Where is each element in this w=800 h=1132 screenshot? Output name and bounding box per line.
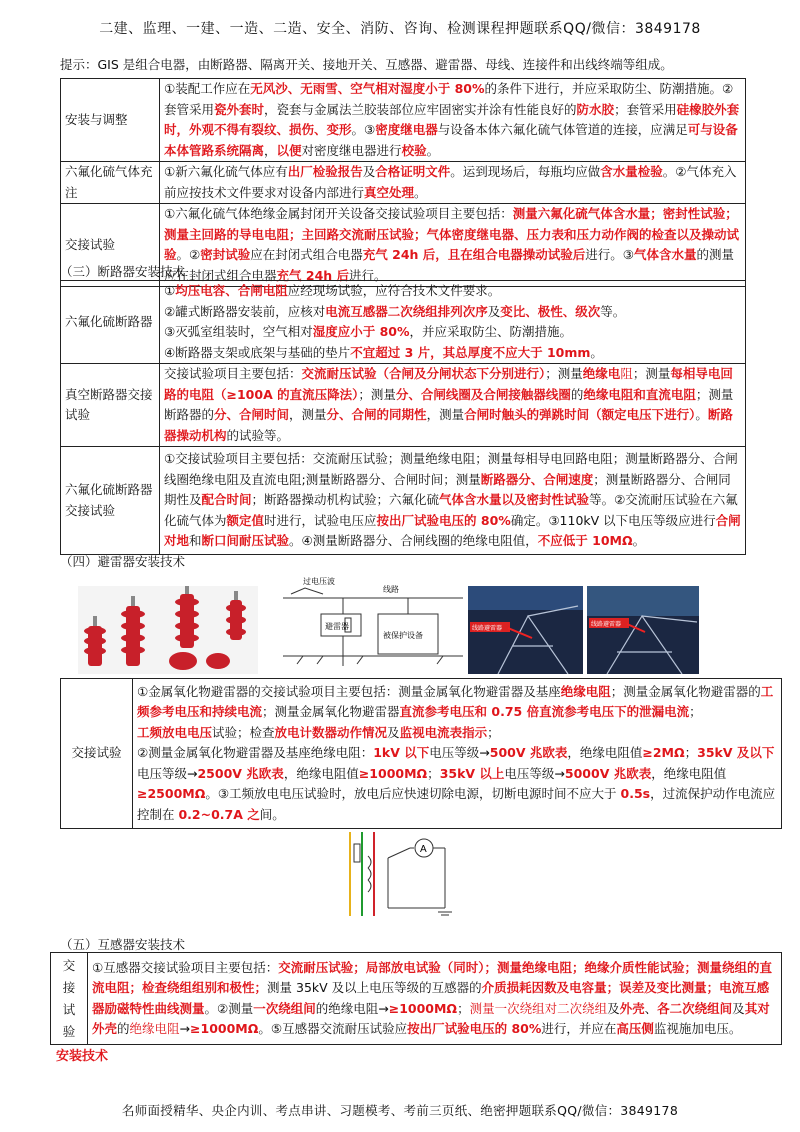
body-text: 电压等级→ [504, 765, 565, 781]
highlight-text: 密度继电器 [375, 122, 438, 137]
highlight-text: 气体含水量以及密封性试验 [439, 492, 590, 508]
highlight-text: 绝缘电阻 [560, 683, 611, 699]
body-text: ，绝缘电阻值 [651, 765, 727, 781]
highlight-text: 工频放电电压 [137, 724, 213, 740]
body-text: ； [487, 724, 500, 740]
body-text: ；测量断路器分、合闸同期性及 [164, 471, 731, 508]
body-text: ； [684, 745, 698, 761]
body-text: 进行。 [349, 267, 387, 283]
highlight-text: 测量六氟化硫气体含水量；密封性试验；测量主回路的导电电阻；主回路交流耐压试验；气体密度继电器、压力表和压力动作阀的检查以及操动试验 [164, 206, 740, 262]
highlight-text: 测量一次绕组对二次绕组 [469, 1000, 608, 1016]
body-text: ①交接试验项目主要包括：交流耐压试验；测量绝缘电阻；测量每相导电回路电阻；测量断路器分、合闸线圈绝缘电阻及直流电阻;测量断路器分、合闸时间；测量 [164, 451, 738, 487]
body-text: 进行，并应在 [541, 1021, 617, 1036]
highlight-text: 分、合闸的同期性 [326, 407, 427, 422]
highlight-text: 阻 [620, 366, 633, 381]
body-text: 。 [590, 344, 603, 360]
highlight-text: 以便 [276, 142, 302, 158]
highlight-text: 监视电流表指示 [399, 724, 488, 740]
body-text: 间。 [259, 806, 285, 822]
body-text: 的 [570, 386, 584, 402]
body-text: ； [427, 765, 440, 781]
body-text: 。② [176, 247, 201, 262]
highlight-text: 1kV 以下 [373, 745, 430, 761]
ammeter-symbol: A [420, 844, 427, 855]
highlight-text: 不应低于 10MΩ [537, 533, 633, 549]
highlight-text: 0.5s [620, 786, 651, 802]
highlight-text: 可与设备本体管路系统隔离 [164, 122, 738, 158]
sf6-breaker-test-label: 六氟化硫断路器交接试验 [61, 447, 160, 555]
highlight-text: 含水量检验 [600, 164, 663, 179]
highlight-text: 湿度应小于 80% [312, 324, 410, 339]
body-text: 和 [189, 533, 202, 549]
body-text: 。 [632, 533, 646, 549]
body-text: ① [164, 283, 176, 298]
sf6-breaker-text [160, 281, 746, 364]
body-text: 电压等级→ [429, 745, 490, 761]
photo-label-1: 线路避雷器 [472, 626, 503, 632]
arrester-table [60, 678, 782, 829]
highlight-text: 介质损耗因数及电容量；误差及变比测量；电流互感器励磁特性曲线测量 [92, 980, 770, 1016]
body-text: ；断路器操动机构试验；六氟化硫 [251, 492, 440, 508]
highlight-text: 不宜超过 3 片，其总厚度不应大于 10mm [350, 344, 591, 360]
highlight-text: 充气 24h 后，且在组合电器操动试验后 [362, 247, 586, 262]
highlight-text: 交流耐压试验；局部放电试验（同时）；测量绝缘电阻；绝缘介质性能试验；测量绕组的直流电阻；检查绕组组别和极性； [92, 959, 772, 995]
body-text: ，测量 [289, 407, 327, 422]
highlight-text: 放电计数器动作情况 [274, 724, 388, 740]
body-text: 与设备本体六氟化硫气体管道的连接，应满足 [437, 122, 688, 137]
highlight-text: 按出厂试验电压的 80% [407, 1021, 542, 1036]
transformer-test-label-text: 交接试验 [62, 957, 76, 1039]
highlight-text: 按出厂试验电压的 80% [376, 512, 511, 528]
body-text: ，瓷套与金属法兰胶装部位应牢固密实并涂有性能良好的 [264, 101, 577, 117]
highlight-text: 工频参考电压和持续电流 [137, 683, 774, 720]
body-text: 及 [387, 724, 400, 740]
body-text: ④断路器支架或底架与基础的垫片 [164, 344, 351, 360]
body-text: 及 [487, 303, 501, 319]
body-text: ， [264, 142, 277, 158]
section-4-title: （四）避雷器安装技术 [60, 554, 186, 569]
highlight-text: ≥1000MΩ [388, 1000, 458, 1016]
line-arrester-photo-2 [587, 586, 699, 674]
photo-label-2: 线路避雷器 [591, 622, 622, 628]
body-text: 。 [695, 407, 708, 422]
sf6-breaker-label: 六氟化硫断路器 [61, 281, 160, 364]
highlight-text: 断路器操动机构 [164, 407, 733, 443]
highlight-text: 合闸时触头的弹跳时间（额定电压下进行） [464, 407, 696, 422]
body-text: 交接试验项目主要包括： [164, 366, 302, 381]
highlight-text: 绝缘电 [582, 366, 621, 381]
highlight-text: 气体含水量 [633, 247, 697, 262]
vacuum-breaker-label: 真空断路器交接试验 [61, 364, 160, 447]
arrester-test-circuit [340, 828, 460, 920]
body-text: 试验；检查 [212, 724, 275, 740]
highlight-text: 均压电容、合闸电阻 [175, 283, 288, 298]
arrester-product-photo [78, 586, 258, 674]
highlight-text: 35kV 以上 [439, 765, 505, 781]
body-text: ①互感器交接试验项目主要包括： [92, 959, 279, 975]
highlight-text: 密封试验 [200, 247, 251, 262]
highlight-text: 35kV 及以下 [697, 745, 775, 761]
body-text: ①新六氟化硫气体应有 [164, 164, 288, 179]
highlight-text: 外壳 [619, 1000, 645, 1016]
highlight-text: ≥1000MΩ [190, 1021, 259, 1036]
breaker-table [60, 280, 746, 555]
line-arrester-photo-1 [468, 586, 583, 674]
body-text: ；测量金属氧化物避雷器 [262, 704, 400, 720]
protected-device-label: 被保护设备 [383, 631, 423, 640]
highlight-text: 高压侧 [616, 1021, 654, 1036]
highlight-text: 交流耐压试验（合闸及分闸状态下分别进行） [301, 366, 546, 381]
body-text: ；测量 [632, 366, 671, 381]
body-text: → [179, 1021, 191, 1036]
gis-gas-text [160, 162, 746, 204]
highlight-text: 额定值 [226, 512, 265, 528]
body-text: 及 [607, 1000, 620, 1016]
highlight-text: 绝缘电阻和直流电阻 [583, 386, 696, 402]
body-text: 对密度继电器进行 [301, 142, 402, 158]
body-text: 。③ [351, 122, 376, 137]
gis-test-text [160, 204, 746, 287]
body-text: 的测量应在封闭式组合电器 [164, 247, 735, 283]
body-text: ；测量 [358, 386, 396, 402]
highlight-text: 配合时间 [201, 492, 252, 508]
gis-install-label: 安装与调整 [61, 79, 160, 162]
body-text: ；测量断路器的 [164, 386, 734, 422]
body-text: 监视施加电压。 [653, 1021, 742, 1036]
highlight-text: 电流互感器二次绕组排列次序 [325, 303, 488, 319]
highlight-text: 防水胶 [576, 101, 615, 117]
body-text: 时进行，试验电压应 [264, 512, 377, 528]
body-text: ，测量 [426, 407, 465, 422]
highlight-text: 直流参考电压和 0.75 倍直流参考电压下的泄漏电流 [399, 704, 690, 720]
body-text: ，并应采取防尘、防潮措施。 [409, 324, 573, 339]
body-text: 及 [362, 164, 376, 179]
highlight-text: 一次绕组间 [253, 1000, 316, 1016]
body-text: 进行。③ [585, 247, 634, 262]
body-text: ，绝缘电阻值 [567, 745, 643, 761]
highlight-text: 无风沙、无雨雪、空气相对湿度小于 80% [250, 81, 485, 96]
page-header: 二建、监理、一建、一造、二造、安全、消防、咨询、检测课程押题联系QQ/微信：3849178 [99, 21, 701, 37]
transformer-test-text [88, 953, 782, 1045]
section-3-title: （三）断路器安装技术 [60, 264, 186, 279]
transformer-test-label [51, 953, 88, 1045]
highlight-text: 变比、极性、级次 [500, 303, 601, 319]
gis-install-text [160, 79, 746, 162]
highlight-text: 分、合闸时间 [214, 407, 290, 422]
body-text: 等。 [600, 303, 626, 319]
body-text: 。④测量断路器分、合闸线圈的绝缘电阻值， [289, 533, 538, 549]
body-text: 。 [414, 184, 427, 200]
body-text: ； [689, 704, 702, 720]
body-text: 的条件下进行，并应采取防尘、防潮措施。②套管采用 [164, 81, 734, 117]
highlight-text: 500V 兆欧表 [489, 745, 568, 761]
arrester-label: 避雷器 [325, 622, 349, 631]
highlight-text: 合格证明文件 [375, 164, 451, 179]
highlight-text: 校验 [401, 142, 427, 158]
highlight-text: 充气 24h 后 [276, 267, 350, 283]
body-text: 电压等级→ [137, 765, 198, 781]
gis-gas-label: 六氟化硫气体充注 [61, 162, 160, 204]
arrester-protection-diagram [283, 574, 463, 674]
arrester-test-text [133, 679, 782, 829]
body-text: 确定。③110kV 以下电压等级应进行 [510, 512, 716, 528]
body-text: 应在封闭式组合电器 [250, 247, 363, 262]
highlight-text: ≥2MΩ [642, 745, 685, 761]
highlight-text: 各二次绕组间 [657, 1000, 733, 1016]
body-text: 的试验等。 [226, 427, 290, 443]
body-text: 。②测量 [204, 1000, 254, 1016]
highlight-text: ≥2500MΩ [137, 786, 206, 802]
body-text: ；测量 [545, 366, 583, 381]
arrester-illustrations [78, 577, 718, 674]
highlight-text: 0.2~0.7A 之 [178, 806, 260, 822]
highlight-text: 出厂检验报告 [287, 164, 363, 179]
body-text: ；套管采用 [614, 101, 677, 117]
highlight-text: 绝缘电阻 [129, 1021, 180, 1036]
gis-table [60, 78, 746, 287]
body-text: ③灭弧室组装时，空气相对 [164, 324, 313, 339]
highlight-text: 断路器分、合闸速度 [480, 471, 594, 487]
body-text: 。 [426, 142, 440, 158]
highlight-text: 硅橡胶外套时，外观不得有裂纹、损伤、变形 [164, 101, 740, 137]
body-text: ，过流保护动作电流应控制在 [137, 786, 776, 822]
body-text: 的 [117, 1021, 130, 1036]
body-text: 及 [732, 1000, 745, 1016]
highlight-text: 5000V 兆欧表 [564, 765, 652, 781]
overvoltage-wave-label: 过电压波 [303, 577, 335, 586]
highlight-text: 合闸对地 [164, 512, 741, 549]
body-text: ①六氟化硫气体绝缘金属封闭开关设备交接试验项目主要包括： [164, 206, 513, 221]
highlight-text: 瓷外套时 [214, 101, 265, 117]
body-text: 。③工频放电电压试验时，放电后应快速切除电源，切断电源时间不应大于 [205, 786, 621, 802]
highlight-text: 真空处理 [364, 184, 415, 200]
body-text: ；测量金属氧化物避雷器的 [610, 683, 761, 699]
vacuum-breaker-text [160, 364, 746, 447]
gis-hint: 提示：GIS 是组合电器，由断路器、隔离开关、接地开关、互感器、避雷器、母线、连接件和出线终端等组成。 [60, 57, 673, 72]
body-text: 。⑤互感器交流耐压试验应 [258, 1021, 408, 1036]
body-text: 应经现场试验，应符合技术文件要求。 [287, 283, 501, 298]
highlight-text: 每相导电回路的电阻（≥100A 的直流压降法） [164, 366, 733, 402]
body-text: 。运到现场后，每瓶均应做 [450, 164, 601, 179]
body-text: 、 [644, 1000, 658, 1016]
gis-test-label: 交接试验 [61, 204, 160, 287]
line-label: 线路 [383, 585, 399, 594]
body-text: ①金属氧化物避雷器的交接试验项目主要包括：测量金属氧化物避雷器及基座 [137, 683, 561, 699]
body-text: ②测量金属氧化物避雷器及基座绝缘电阻： [137, 745, 374, 761]
body-text: ； [457, 1000, 470, 1016]
sf6-breaker-test-text [160, 447, 746, 555]
transformer-table [50, 952, 782, 1045]
page-footer: 名师面授精华、央企内训、考点串讲、习题模考、考前三页纸、绝密押题联系QQ/微信：3849178 [121, 1103, 679, 1118]
highlight-text: 分、合闸线圈及合闸接触器线圈 [395, 386, 571, 402]
highlight-text: 断口间耐压试验 [201, 533, 290, 549]
arrester-test-label: 交接试验 [61, 679, 133, 829]
install-technique-heading: 安装技术 [56, 1049, 109, 1064]
body-text: 等。②交流耐压试验在六氟化硫气体为 [164, 492, 738, 528]
highlight-text: 2500V 兆欧表 [197, 765, 284, 781]
body-text: 的绝缘电阻→ [315, 1000, 389, 1016]
highlight-text: 其对外壳 [92, 1000, 770, 1036]
body-text: 测量 35kV 及以上电压等级的互感器的 [267, 980, 482, 995]
section-5-title: （五）互感器安装技术 [60, 937, 186, 952]
body-text: ，绝缘电阻值 [283, 765, 359, 781]
body-text: ②罐式断路器安装前，应核对 [164, 303, 326, 319]
body-text: ①装配工作应在 [164, 81, 251, 96]
highlight-text: ≥1000MΩ [358, 765, 428, 781]
body-text: 。②气体充入前应按技术文件要求对设备内部进行 [164, 164, 737, 200]
